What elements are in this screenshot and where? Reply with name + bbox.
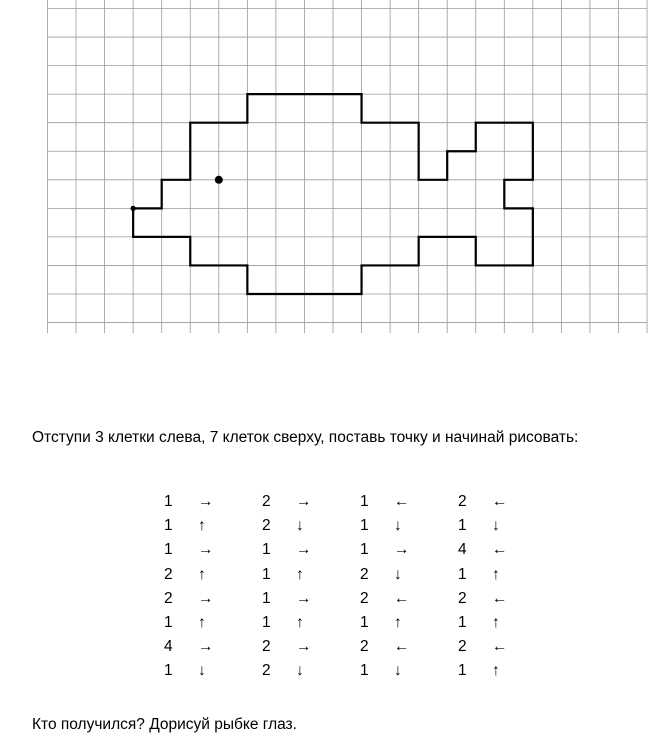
step-arrow-icon: ← [394,493,410,511]
step-count: 1 [360,517,369,535]
step-count: 1 [164,517,173,535]
steps-row [158,490,550,514]
step-arrow-icon: ↓ [296,517,304,535]
step-count: 2 [458,589,467,607]
steps-table [158,490,550,684]
step-count: 2 [262,662,271,680]
steps-row [158,563,550,587]
step-arrow-icon: ↓ [296,662,304,680]
step-arrow-icon: ← [394,589,410,607]
step-arrow-icon: ← [394,638,410,656]
steps-row [158,611,550,635]
start-dot [131,206,136,211]
steps-row [158,635,550,659]
step-arrow-icon: ↑ [296,614,304,632]
step-count: 1 [458,517,467,535]
step-arrow-icon: ↑ [198,517,206,535]
step-arrow-icon: ↑ [296,565,304,583]
grid-lines [48,0,648,340]
step-arrow-icon: ↑ [198,565,206,583]
step-count: 1 [360,541,369,559]
step-arrow-icon: ↓ [394,517,402,535]
step-count: 2 [164,589,173,607]
steps-row [158,587,550,611]
step-arrow-icon: → [198,493,214,511]
step-count: 1 [164,614,173,632]
step-count: 2 [164,565,173,583]
step-arrow-icon: ← [492,541,508,559]
step-arrow-icon: → [198,638,214,656]
step-arrow-icon: ↑ [492,662,500,680]
step-arrow-icon: ↑ [492,565,500,583]
step-count: 2 [458,638,467,656]
question-text: Кто получился? Дорисуй рыбке глаз. [32,716,297,733]
step-arrow-icon: ← [492,493,508,511]
step-count: 1 [458,662,467,680]
step-arrow-icon: ↑ [394,614,402,632]
step-count: 2 [458,493,467,511]
fish-eye-dot [215,176,223,184]
step-arrow-icon: → [296,589,312,607]
step-count: 1 [360,662,369,680]
step-count: 1 [262,589,271,607]
step-count: 2 [360,638,369,656]
step-arrow-icon: ↓ [394,662,402,680]
step-count: 1 [360,493,369,511]
step-count: 1 [262,614,271,632]
step-arrow-icon: ↓ [492,517,500,535]
steps-row [158,514,550,538]
step-arrow-icon: ↑ [198,614,206,632]
step-count: 1 [164,541,173,559]
step-count: 2 [262,493,271,511]
step-count: 1 [360,614,369,632]
step-count: 1 [262,565,271,583]
step-count: 2 [360,589,369,607]
step-arrow-icon: → [394,541,410,559]
step-count: 2 [360,565,369,583]
step-count: 1 [164,662,173,680]
step-count: 2 [262,517,271,535]
step-arrow-icon: → [296,493,312,511]
step-arrow-icon: ↓ [198,662,206,680]
step-arrow-icon: ↑ [492,614,500,632]
instruction-text: Отступи 3 клетки слева, 7 клеток сверху, поставь точку и начинай рисовать: [32,429,579,446]
step-count: 1 [458,565,467,583]
step-arrow-icon: ← [492,589,508,607]
step-arrow-icon: → [198,589,214,607]
grid-drawing [0,0,663,340]
step-count: 1 [164,493,173,511]
step-count: 1 [262,541,271,559]
step-arrow-icon: ↓ [394,565,402,583]
step-count: 4 [164,638,173,656]
step-arrow-icon: → [198,541,214,559]
step-arrow-icon: ← [492,638,508,656]
step-count: 1 [458,614,467,632]
step-count: 2 [262,638,271,656]
steps-row [158,659,550,683]
step-arrow-icon: → [296,638,312,656]
steps-row [158,538,550,562]
step-count: 4 [458,541,467,559]
step-arrow-icon: → [296,541,312,559]
